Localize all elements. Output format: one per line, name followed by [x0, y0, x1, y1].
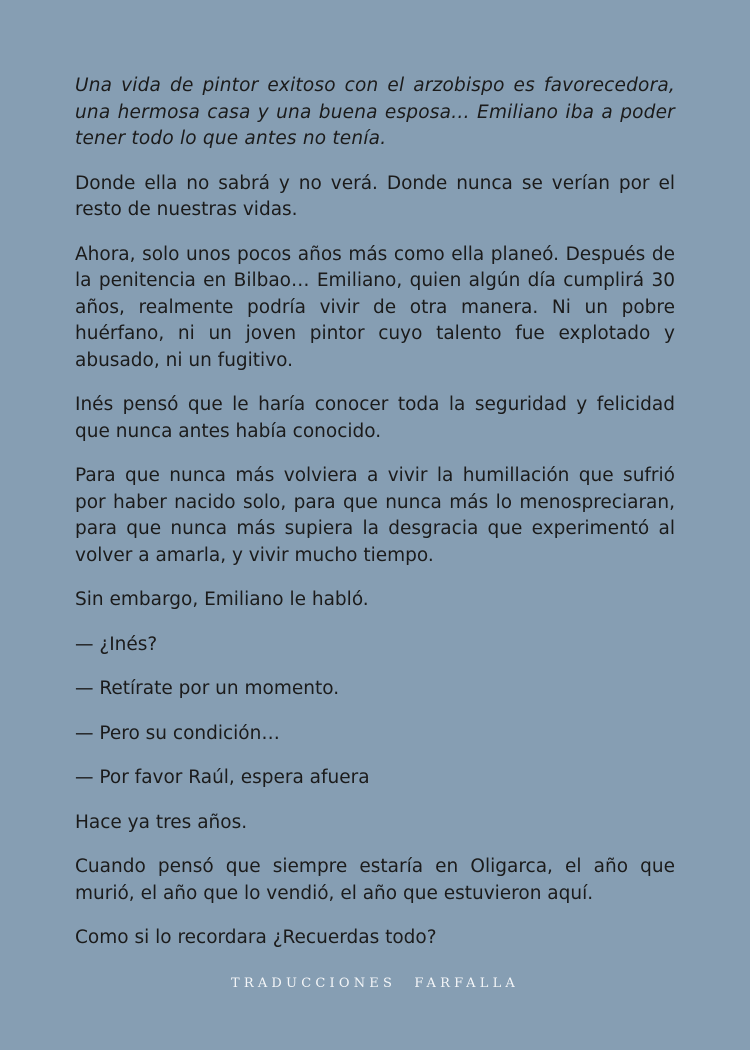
paragraph: Para que nunca más volviera a vivir la humillación que sufrió por haber nacido solo, para que nunca más lo menospreciaran, para que nunca más supiera la desgracia que experimentó al volver a amarla, y vivir mucho tiempo.	[75, 465, 675, 566]
dialogue-line: — ¿Inés?	[75, 633, 158, 655]
paragraph-intro-italic: Una vida de pintor exitoso con el arzobispo es favorecedora, una hermosa casa y una buena esposa… Emiliano iba a poder tener todo lo que antes no tenía.	[75, 75, 675, 149]
paragraph: Cuando pensó que siempre estaría en Oligarca, el año que murió, el año que lo vendió, el año que estuvieron aquí.	[75, 856, 675, 904]
footer-credit: TRADUCCIONES FARFALLA	[230, 976, 519, 991]
page-body	[75, 73, 675, 970]
paragraph: Ahora, solo unos pocos años más como ella planeó. Después de la penitencia en Bilbao… Emiliano, quien algún día cumplirá 30 años, realmente podría vivir de otra manera. Ni un pobre huérfano, ni un joven pintor cuyo talento fue explotado y abusado, ni un fugitivo.	[75, 243, 675, 371]
dialogue-line: — Pero su condición…	[75, 722, 280, 744]
paragraph: Donde ella no sabrá y no verá. Donde nunca se verían por el resto de nuestras vidas.	[75, 172, 675, 220]
paragraph: Hace ya tres años.	[75, 811, 248, 833]
dialogue-line: — Retírate por un momento.	[75, 678, 340, 699]
paragraph: Sin embargo, Emiliano le habló.	[75, 589, 369, 610]
paragraph: Como si lo recordara ¿Recuerdas todo?	[75, 927, 437, 948]
dialogue-line: — Por favor Raúl, espera afuera	[75, 767, 370, 788]
paragraph: Inés pensó que le haría conocer toda la seguridad y felicidad que nunca antes había conocido.	[75, 394, 675, 442]
